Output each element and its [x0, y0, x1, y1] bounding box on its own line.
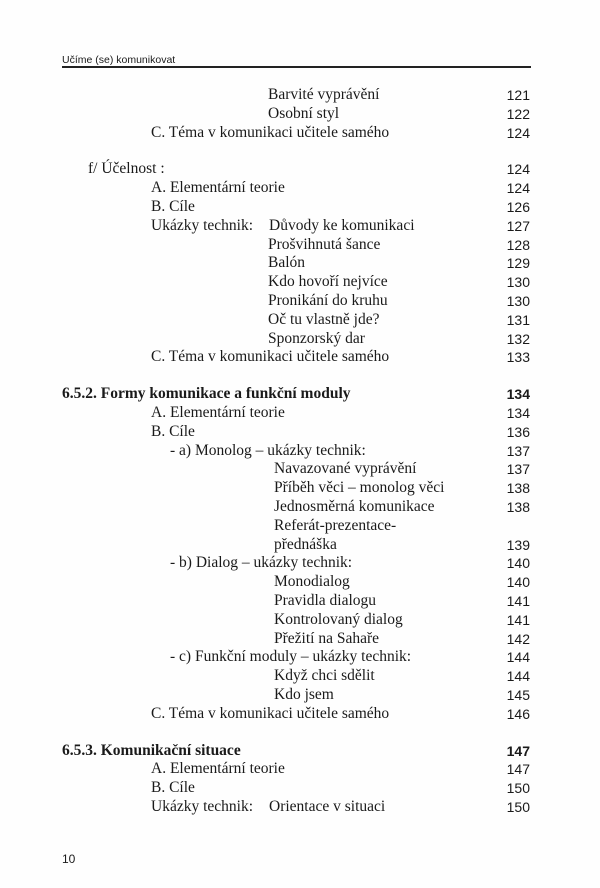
toc-entry-title [170, 442, 366, 461]
toc-entry-text: A. Elementární teorie [151, 760, 285, 778]
toc-entry-page: 140 [506, 574, 530, 591]
toc-entry-page: 139 [506, 536, 530, 553]
toc-entry-title [268, 292, 388, 311]
toc-entry-text: Přežití na Sahaře [274, 629, 380, 647]
toc-entry-text: A. Elementární teorie [151, 179, 285, 197]
toc-entry-text: Příběh věci – monolog věci [274, 479, 445, 497]
toc-entry-page: 146 [506, 705, 530, 722]
toc-entry [0, 105, 600, 124]
toc-entry-title [274, 667, 375, 686]
toc-entry-prefix: Ukázky technik: [151, 216, 254, 234]
toc-entry [0, 273, 600, 292]
toc-section [0, 160, 600, 367]
toc-entry-title [274, 611, 403, 630]
toc-entry-text: Referát-prezentace- [274, 516, 397, 534]
toc-entry [0, 667, 600, 686]
toc-entry-page: 127 [506, 217, 530, 234]
toc-entry-text: 6.5.2. Formy komunikace a funkční moduly [62, 385, 351, 403]
toc-entry-page: 131 [506, 311, 530, 328]
toc-entry-title [151, 760, 285, 779]
toc-entry-page: 130 [506, 274, 530, 291]
toc-entry-page: 124 [506, 124, 530, 141]
toc-entry-title [268, 273, 388, 292]
toc-entry [0, 292, 600, 311]
toc-entry-text: přednáška [274, 535, 337, 553]
toc-entry [0, 160, 600, 179]
toc-entry [0, 179, 600, 198]
toc-entry-text: B. Cíle [151, 779, 195, 797]
toc-entry-page: 129 [506, 255, 530, 272]
toc-entry-page: 144 [506, 668, 530, 685]
toc-entry-text: - a) Monolog – ukázky technik: [170, 441, 366, 459]
toc-entry-title [268, 86, 379, 105]
toc-entry-page: 128 [506, 236, 530, 253]
toc-entry-text: Navazované vyprávění [274, 460, 417, 478]
toc-entry-text: Kontrolovaný dialog [274, 610, 403, 628]
toc-entry-title [151, 198, 195, 217]
toc-chapter-heading [0, 742, 600, 761]
toc-entry-title [274, 630, 379, 649]
toc-entry-page: 142 [506, 630, 530, 647]
toc-entry-text: Balón [268, 254, 306, 272]
toc-entry-text: Pronikání do kruhu [268, 291, 388, 309]
toc-entry [0, 611, 600, 630]
toc-entry-title [151, 779, 195, 798]
toc-entry [0, 86, 600, 105]
toc-section [0, 385, 600, 723]
toc-entry-title [268, 311, 379, 330]
toc-entry-title [151, 423, 195, 442]
toc-entry-text: Kdo hovoří nejvíce [268, 273, 388, 291]
toc-entry-page: 121 [506, 87, 530, 103]
toc-entry-title [170, 648, 411, 667]
toc-entry-text: Prošvihnutá šance [268, 235, 381, 253]
toc-entry-page: 126 [506, 198, 530, 215]
toc-entry-text: Orientace v situaci [269, 797, 386, 815]
toc-entry-page: 136 [506, 423, 530, 440]
toc-entry-prefix: Ukázky technik: [151, 797, 254, 815]
toc-entry-text: C. Téma v komunikaci učitele samého [151, 123, 390, 141]
toc-entry-page: 124 [506, 161, 530, 178]
toc-entry-title [274, 479, 444, 498]
toc-entry [0, 348, 600, 367]
running-header: Učíme (se) komunikovat [62, 54, 176, 66]
table-of-contents [0, 86, 600, 835]
toc-entry [0, 517, 600, 536]
toc-entry-page: 150 [506, 780, 530, 797]
header-rule [62, 66, 531, 68]
toc-entry-title [151, 348, 389, 367]
toc-entry-page: 122 [506, 105, 530, 122]
toc-entry [0, 573, 600, 592]
toc-entry-page: 132 [506, 330, 530, 347]
toc-entry [0, 630, 600, 649]
toc-entry [0, 124, 600, 143]
toc-entry [0, 423, 600, 442]
toc-entry-text: B. Cíle [151, 422, 195, 440]
toc-entry-title [274, 517, 396, 536]
toc-entry-title [62, 742, 241, 761]
toc-entry-text: Oč tu vlastně jde? [268, 310, 380, 328]
toc-entry-title [268, 254, 305, 273]
toc-entry-title [274, 536, 337, 555]
toc-entry-text: Sponzorský dar [268, 329, 365, 347]
toc-entry [0, 705, 600, 724]
toc-entry-title [62, 385, 351, 404]
toc-entry [0, 592, 600, 611]
toc-section [0, 86, 600, 142]
toc-entry-text: Když chci sdělit [274, 667, 375, 685]
toc-entry [0, 498, 600, 517]
toc-entry-page: 141 [506, 592, 530, 609]
toc-entry [0, 198, 600, 217]
toc-entry [0, 779, 600, 798]
toc-entry-text: Jednosměrná komunikace [274, 497, 435, 515]
toc-entry-page: 138 [506, 498, 530, 515]
toc-entry-text: - c) Funkční moduly – ukázky technik: [170, 648, 412, 666]
page-number: 10 [62, 852, 76, 866]
toc-entry-text: Monodialog [274, 573, 350, 591]
toc-entry-page: 133 [506, 349, 530, 366]
toc-entry-title [151, 217, 415, 236]
toc-entry-page: 147 [506, 742, 530, 759]
toc-entry-text: C. Téma v komunikaci učitele samého [151, 348, 390, 366]
toc-entry [0, 217, 600, 236]
toc-entry-page: 134 [506, 404, 530, 421]
toc-entry-page: 140 [506, 555, 530, 572]
toc-entry-page: 145 [506, 686, 530, 703]
toc-entry-text: C. Téma v komunikaci učitele samého [151, 704, 390, 722]
toc-entry [0, 311, 600, 330]
toc-entry-page: 150 [506, 798, 530, 815]
toc-chapter-heading [0, 385, 600, 404]
toc-entry-page: 144 [506, 649, 530, 666]
toc-entry [0, 460, 600, 479]
toc-entry-page: 137 [506, 442, 530, 459]
toc-entry-page: 137 [506, 461, 530, 478]
toc-entry-text: Kdo jsem [274, 685, 334, 703]
toc-entry [0, 536, 600, 555]
toc-entry [0, 798, 600, 817]
toc-entry-title [151, 124, 389, 143]
toc-entry-title [88, 160, 165, 179]
toc-entry [0, 479, 600, 498]
toc-entry-text: A. Elementární teorie [151, 403, 285, 421]
toc-entry-title [151, 705, 389, 724]
toc-entry-title [274, 460, 416, 479]
toc-entry-title [268, 236, 380, 255]
toc-entry [0, 648, 600, 667]
toc-entry-text: Pravidla dialogu [274, 591, 377, 609]
toc-entry-text: 6.5.3. Komunikační situace [62, 741, 241, 759]
toc-entry [0, 554, 600, 573]
toc-entry-text: - b) Dialog – ukázky technik: [170, 554, 353, 572]
toc-entry [0, 236, 600, 255]
toc-entry [0, 442, 600, 461]
toc-entry-text: B. Cíle [151, 197, 195, 215]
toc-entry [0, 404, 600, 423]
toc-entry-title [274, 686, 334, 705]
toc-entry-title [151, 179, 285, 198]
toc-entry-title [274, 592, 376, 611]
toc-entry-title [151, 404, 285, 423]
toc-entry-page: 138 [506, 480, 530, 497]
toc-entry-text: Osobní styl [268, 104, 340, 122]
toc-entry-page: 134 [506, 386, 530, 403]
toc-entry-page: 147 [506, 761, 530, 778]
toc-entry-title [274, 573, 350, 592]
toc-entry [0, 686, 600, 705]
toc-entry-page: 130 [506, 292, 530, 309]
toc-entry-title [151, 798, 385, 817]
toc-entry [0, 760, 600, 779]
toc-entry-text: Důvody ke komunikaci [269, 216, 415, 234]
toc-entry-title [170, 554, 352, 573]
toc-entry [0, 254, 600, 273]
toc-entry-page: 124 [506, 180, 530, 197]
toc-entry-title [268, 330, 365, 349]
toc-entry-page: 141 [506, 611, 530, 628]
toc-section [0, 742, 600, 817]
toc-entry-title [274, 498, 435, 517]
toc-entry-text: f/ Účelnost : [88, 160, 165, 178]
toc-entry-title [268, 105, 339, 124]
toc-entry-text: Barvité vyprávění [268, 86, 380, 103]
toc-entry [0, 330, 600, 349]
